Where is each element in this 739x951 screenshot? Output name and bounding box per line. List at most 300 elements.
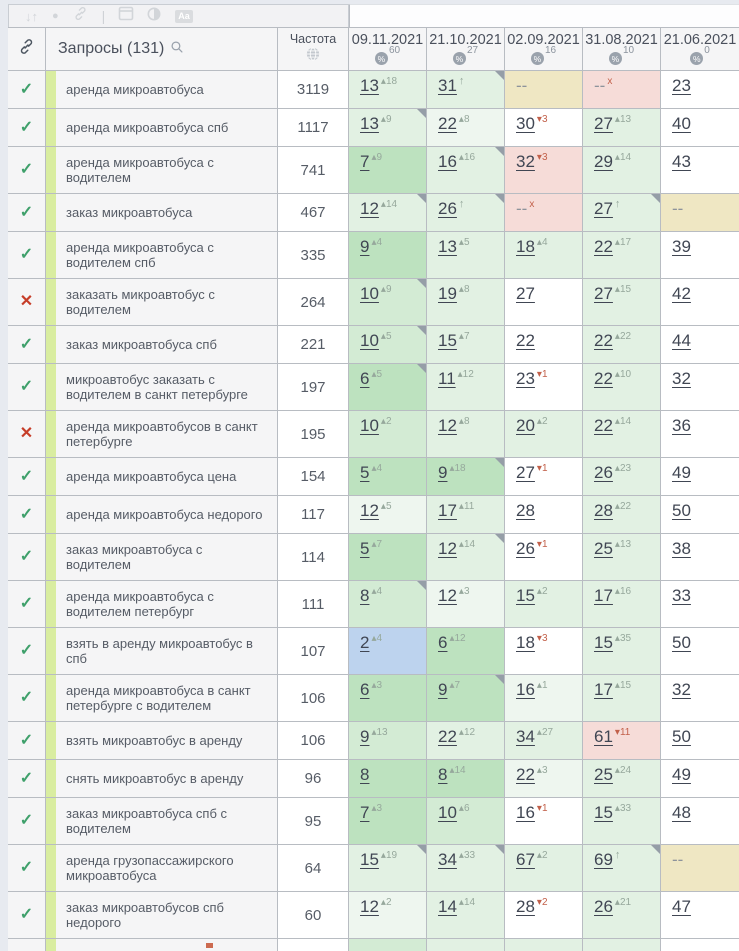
status-cell[interactable] — [8, 496, 46, 533]
status-cell[interactable] — [8, 722, 46, 759]
status-cell[interactable] — [8, 279, 46, 325]
position-cell[interactable] — [505, 534, 583, 580]
position-value[interactable]: 22 — [594, 237, 613, 256]
position-cell[interactable] — [661, 581, 739, 627]
header-frequency[interactable] — [278, 28, 349, 70]
position-cell[interactable] — [349, 232, 427, 278]
position-cell[interactable] — [349, 279, 427, 325]
position-value[interactable]: 8 — [360, 586, 370, 605]
position-cell[interactable] — [427, 675, 505, 721]
position-value[interactable]: 61 — [594, 727, 613, 746]
position-cell[interactable] — [583, 458, 661, 495]
position-cell[interactable] — [505, 411, 583, 457]
x-icon[interactable]: ✕ — [19, 293, 34, 310]
position-cell[interactable] — [661, 411, 739, 457]
panel-icon[interactable] — [119, 7, 133, 25]
position-value[interactable]: 44 — [672, 331, 691, 350]
status-cell[interactable] — [8, 232, 46, 278]
position-value[interactable]: 26 — [594, 463, 613, 482]
position-cell[interactable] — [661, 675, 739, 721]
position-value[interactable]: 18 — [516, 633, 535, 652]
position-cell[interactable] — [583, 194, 661, 231]
position-cell[interactable] — [661, 71, 739, 108]
position-value[interactable]: 22 — [516, 331, 535, 350]
position-value[interactable]: 22 — [438, 727, 457, 746]
position-cell[interactable] — [583, 496, 661, 533]
position-cell[interactable] — [505, 458, 583, 495]
header-link-cell[interactable] — [8, 28, 46, 70]
position-value[interactable]: 28 — [516, 897, 535, 916]
status-cell[interactable] — [8, 675, 46, 721]
position-cell[interactable] — [661, 496, 739, 533]
position-cell[interactable] — [349, 722, 427, 759]
position-cell[interactable] — [505, 279, 583, 325]
table-row[interactable] — [8, 232, 739, 279]
query-cell[interactable] — [46, 147, 278, 193]
position-value[interactable]: 27 — [516, 463, 535, 482]
position-value[interactable]: 48 — [672, 803, 691, 822]
position-value[interactable]: -- — [516, 76, 528, 95]
query-cell[interactable] — [46, 109, 278, 146]
check-icon[interactable]: ✓ — [19, 595, 34, 612]
position-value[interactable]: 7 — [360, 803, 370, 822]
position-value[interactable]: 49 — [672, 765, 691, 784]
position-cell[interactable] — [349, 411, 427, 457]
table-row[interactable] — [8, 109, 739, 147]
position-cell[interactable] — [349, 628, 427, 674]
position-value[interactable]: 33 — [672, 586, 691, 605]
position-value[interactable]: 26 — [438, 199, 457, 218]
status-cell[interactable] — [8, 534, 46, 580]
position-value[interactable]: 15 — [594, 803, 613, 822]
position-value[interactable]: 38 — [672, 539, 691, 558]
position-cell[interactable] — [349, 581, 427, 627]
position-value[interactable]: 29 — [594, 152, 613, 171]
table-row[interactable] — [8, 279, 739, 326]
position-cell[interactable] — [505, 71, 583, 108]
position-value[interactable]: 14 — [438, 897, 457, 916]
position-value[interactable]: 16 — [438, 152, 457, 171]
position-value[interactable]: 9 — [360, 727, 370, 746]
position-value[interactable]: 12 — [360, 897, 379, 916]
position-cell[interactable] — [505, 109, 583, 146]
position-value[interactable]: 36 — [672, 416, 691, 435]
position-value[interactable]: 22 — [594, 369, 613, 388]
position-cell[interactable] — [349, 194, 427, 231]
position-value[interactable]: 9 — [438, 680, 448, 699]
position-cell[interactable] — [583, 326, 661, 363]
position-value[interactable]: 25 — [594, 539, 613, 558]
position-cell[interactable] — [661, 722, 739, 759]
header-date-column[interactable] — [505, 28, 583, 70]
query-cell[interactable] — [46, 675, 278, 721]
position-value[interactable]: 27 — [594, 114, 613, 133]
position-value[interactable]: 10 — [438, 803, 457, 822]
table-row[interactable] — [8, 581, 739, 628]
position-cell[interactable] — [349, 534, 427, 580]
position-cell[interactable] — [427, 71, 505, 108]
position-value[interactable]: -- — [594, 76, 606, 95]
position-value[interactable]: 28 — [516, 501, 535, 520]
position-value[interactable]: 49 — [672, 463, 691, 482]
position-value[interactable]: 27 — [594, 199, 613, 218]
query-cell[interactable] — [46, 760, 278, 797]
position-value[interactable]: 2 — [360, 633, 370, 652]
query-cell[interactable] — [46, 722, 278, 759]
table-row[interactable] — [8, 326, 739, 364]
status-cell[interactable] — [8, 798, 46, 844]
position-value[interactable]: 23 — [516, 369, 535, 388]
position-value[interactable]: 15 — [438, 331, 457, 350]
position-value[interactable]: 11 — [438, 369, 456, 388]
search-icon[interactable] — [170, 40, 184, 59]
position-cell[interactable] — [505, 147, 583, 193]
check-icon[interactable]: ✓ — [19, 859, 34, 876]
table-row[interactable] — [8, 892, 739, 939]
header-date-column[interactable] — [349, 28, 427, 70]
sort-icon[interactable]: ↓↑ — [25, 8, 38, 24]
query-cell[interactable] — [46, 892, 278, 938]
position-cell[interactable] — [427, 798, 505, 844]
position-value[interactable]: 18 — [516, 237, 535, 256]
position-value[interactable]: -- — [516, 199, 528, 218]
check-icon[interactable]: ✓ — [19, 642, 34, 659]
position-cell[interactable] — [427, 326, 505, 363]
table-row[interactable] — [8, 628, 739, 675]
position-value[interactable]: 17 — [438, 501, 457, 520]
position-cell[interactable] — [349, 798, 427, 844]
status-cell[interactable] — [8, 147, 46, 193]
status-cell[interactable] — [8, 458, 46, 495]
position-value[interactable]: 50 — [672, 727, 691, 746]
position-cell[interactable] — [583, 147, 661, 193]
position-value[interactable]: 39 — [672, 237, 691, 256]
position-value[interactable]: 22 — [516, 765, 535, 784]
status-cell[interactable] — [8, 194, 46, 231]
position-cell[interactable] — [661, 109, 739, 146]
position-cell[interactable] — [583, 892, 661, 938]
position-cell[interactable] — [427, 279, 505, 325]
position-cell[interactable] — [505, 496, 583, 533]
position-cell[interactable] — [505, 892, 583, 938]
position-gain-delta: ▴3 — [458, 586, 470, 597]
position-value[interactable]: 17 — [594, 586, 613, 605]
position-cell[interactable] — [505, 232, 583, 278]
position-value[interactable]: 40 — [672, 114, 691, 133]
position-value[interactable]: 42 — [672, 284, 691, 303]
check-icon[interactable]: ✓ — [19, 335, 34, 353]
position-cell[interactable] — [505, 326, 583, 363]
position-cell[interactable] — [349, 326, 427, 363]
position-value[interactable]: 31 — [438, 76, 457, 95]
position-value[interactable]: 32 — [672, 680, 691, 699]
position-value[interactable]: 15 — [594, 633, 613, 652]
position-cell[interactable] — [505, 798, 583, 844]
check-icon[interactable]: ✓ — [19, 769, 34, 787]
header-date-column[interactable] — [661, 28, 739, 70]
query-cell[interactable] — [46, 364, 278, 410]
position-value[interactable]: 13 — [360, 76, 379, 95]
position-value[interactable]: 22 — [594, 416, 613, 435]
check-icon[interactable]: ✓ — [19, 731, 34, 749]
position-cell[interactable] — [583, 798, 661, 844]
position-value[interactable]: 25 — [594, 765, 613, 784]
header-date-column[interactable] — [583, 28, 661, 70]
position-cell[interactable] — [505, 364, 583, 410]
position-value[interactable]: 12 — [438, 416, 457, 435]
position-value[interactable]: 67 — [516, 850, 535, 869]
check-icon[interactable]: ✓ — [19, 203, 34, 221]
check-icon[interactable]: ✓ — [19, 246, 34, 263]
position-value[interactable]: 34 — [438, 850, 457, 869]
position-value[interactable]: 12 — [360, 501, 379, 520]
position-cell[interactable] — [583, 411, 661, 457]
frequency-cell: 60 — [278, 892, 349, 938]
position-cell[interactable] — [349, 496, 427, 533]
status-cell[interactable] — [8, 845, 46, 891]
position-cell[interactable] — [427, 534, 505, 580]
position-cell[interactable] — [583, 675, 661, 721]
position-cell[interactable] — [427, 147, 505, 193]
position-cell[interactable] — [427, 194, 505, 231]
position-cell[interactable] — [583, 760, 661, 797]
position-cell[interactable] — [505, 581, 583, 627]
position-value[interactable]: -- — [672, 199, 684, 218]
table-row[interactable] — [8, 411, 739, 458]
position-cell[interactable] — [505, 194, 583, 231]
position-cell[interactable] — [349, 845, 427, 891]
position-cell[interactable] — [349, 147, 427, 193]
position-cell[interactable] — [583, 722, 661, 759]
position-cell[interactable] — [349, 109, 427, 146]
position-cell[interactable] — [427, 845, 505, 891]
position-value[interactable]: 5 — [360, 539, 370, 558]
position-cell[interactable] — [583, 364, 661, 410]
position-cell[interactable] — [583, 581, 661, 627]
position-value[interactable]: 28 — [594, 501, 613, 520]
position-value[interactable]: 34 — [516, 727, 535, 746]
position-value[interactable]: 7 — [360, 152, 370, 171]
table-row[interactable] — [8, 458, 739, 496]
position-cell[interactable] — [583, 279, 661, 325]
position-value[interactable]: 15 — [516, 586, 535, 605]
position-cell[interactable] — [427, 232, 505, 278]
position-cell[interactable] — [583, 845, 661, 891]
font-case-icon[interactable]: Aa — [175, 10, 193, 23]
globe-icon[interactable] — [306, 47, 320, 66]
position-cell[interactable] — [505, 760, 583, 797]
position-value[interactable]: 22 — [438, 114, 457, 133]
table-row[interactable] — [8, 71, 739, 109]
position-value[interactable]: 12 — [438, 586, 457, 605]
position-cell[interactable] — [427, 458, 505, 495]
position-cell[interactable] — [583, 628, 661, 674]
check-icon[interactable]: ✓ — [19, 378, 34, 395]
position-value[interactable]: -- — [672, 850, 684, 869]
position-cell[interactable] — [349, 892, 427, 938]
position-cell[interactable] — [427, 892, 505, 938]
table-row[interactable] — [8, 534, 739, 581]
position-cell[interactable] — [661, 760, 739, 797]
query-cell[interactable] — [46, 326, 278, 363]
check-icon[interactable]: ✓ — [19, 505, 34, 523]
position-cell[interactable] — [349, 458, 427, 495]
position-value[interactable]: 22 — [594, 331, 613, 350]
position-cell[interactable] — [661, 845, 739, 891]
position-value[interactable]: 47 — [672, 897, 691, 916]
position-cell[interactable] — [661, 364, 739, 410]
table-row[interactable] — [8, 845, 739, 892]
link-icon[interactable] — [73, 6, 88, 26]
position-cell[interactable] — [427, 628, 505, 674]
position-value[interactable]: 27 — [516, 284, 535, 303]
position-value[interactable]: 12 — [360, 199, 379, 218]
position-value[interactable]: 32 — [516, 152, 535, 171]
position-cell[interactable] — [349, 675, 427, 721]
position-cell[interactable] — [427, 109, 505, 146]
query-cell[interactable] — [46, 496, 278, 533]
table-row[interactable] — [8, 798, 739, 845]
position-cell[interactable] — [583, 109, 661, 146]
position-value[interactable]: 9 — [360, 237, 370, 256]
position-cell[interactable] — [661, 279, 739, 325]
status-cell[interactable] — [8, 364, 46, 410]
check-icon[interactable]: ✓ — [19, 118, 34, 136]
record-icon[interactable]: ● — [52, 9, 59, 22]
position-cell[interactable] — [661, 628, 739, 674]
status-cell[interactable] — [8, 760, 46, 797]
position-cell[interactable] — [427, 581, 505, 627]
position-value[interactable]: 6 — [360, 369, 370, 388]
table-row[interactable] — [8, 760, 739, 798]
query-cell[interactable] — [46, 71, 278, 108]
position-cell[interactable] — [505, 845, 583, 891]
position-value[interactable]: 10 — [360, 284, 379, 303]
position-value[interactable]: 43 — [672, 152, 691, 171]
check-icon[interactable]: ✓ — [19, 161, 34, 178]
position-cell[interactable] — [427, 722, 505, 759]
x-icon[interactable]: ✕ — [19, 425, 34, 442]
position-value[interactable]: 27 — [594, 284, 613, 303]
position-cell[interactable] — [661, 326, 739, 363]
position-cell[interactable] — [661, 892, 739, 938]
position-value[interactable]: 13 — [438, 237, 457, 256]
position-value[interactable]: 13 — [360, 114, 379, 133]
query-cell[interactable] — [46, 194, 278, 231]
query-cell[interactable] — [46, 232, 278, 278]
status-cell[interactable] — [8, 326, 46, 363]
position-value[interactable]: 50 — [672, 633, 691, 652]
chain-link-icon[interactable] — [18, 38, 35, 60]
table-row[interactable] — [8, 147, 739, 194]
position-value[interactable]: 15 — [360, 850, 379, 869]
status-cell[interactable] — [8, 892, 46, 938]
check-icon[interactable]: ✓ — [19, 548, 34, 565]
check-icon[interactable]: ✓ — [19, 812, 34, 829]
position-cell[interactable] — [427, 411, 505, 457]
query-cell[interactable] — [46, 458, 278, 495]
table-row[interactable] — [8, 722, 739, 760]
position-value[interactable]: 23 — [672, 76, 691, 95]
contrast-icon[interactable] — [147, 7, 161, 26]
position-value[interactable]: 30 — [516, 114, 535, 133]
position-cell[interactable] — [661, 194, 739, 231]
position-cell[interactable] — [349, 364, 427, 410]
query-text: аренда микроавтобуса с водителем спб — [66, 240, 214, 270]
position-value[interactable]: 16 — [516, 680, 535, 699]
position-cell[interactable] — [349, 760, 427, 797]
query-cell[interactable] — [46, 534, 278, 580]
position-value[interactable]: 20 — [516, 416, 535, 435]
position-cell[interactable] — [583, 534, 661, 580]
position-cell[interactable] — [349, 71, 427, 108]
position-value[interactable]: 6 — [360, 680, 370, 699]
check-icon[interactable]: ✓ — [19, 80, 34, 98]
position-cell[interactable] — [427, 760, 505, 797]
table-row[interactable] — [8, 496, 739, 534]
status-cell[interactable] — [8, 628, 46, 674]
position-value[interactable]: 5 — [360, 463, 370, 482]
query-cell[interactable] — [46, 845, 278, 891]
position-value[interactable]: 19 — [438, 284, 457, 303]
position-value[interactable]: 9 — [438, 463, 448, 482]
position-value[interactable]: 32 — [672, 369, 691, 388]
position-cell[interactable] — [661, 534, 739, 580]
check-icon[interactable]: ✓ — [19, 467, 34, 485]
position-cell[interactable] — [427, 496, 505, 533]
position-cell[interactable] — [583, 232, 661, 278]
query-cell[interactable] — [46, 279, 278, 325]
position-cell[interactable] — [505, 722, 583, 759]
header-queries[interactable] — [46, 28, 278, 70]
query-cell[interactable] — [46, 798, 278, 844]
position-cell[interactable] — [661, 232, 739, 278]
table-row[interactable] — [8, 194, 739, 232]
status-cell[interactable] — [8, 411, 46, 457]
position-value[interactable]: 17 — [594, 680, 613, 699]
header-date-column[interactable] — [427, 28, 505, 70]
position-value[interactable]: 50 — [672, 501, 691, 520]
position-value[interactable]: 12 — [438, 539, 457, 558]
position-value[interactable]: 10 — [360, 416, 379, 435]
status-cell[interactable] — [8, 109, 46, 146]
check-icon[interactable]: ✓ — [19, 906, 34, 923]
query-cell[interactable] — [46, 628, 278, 674]
position-cell[interactable] — [661, 798, 739, 844]
status-cell[interactable] — [8, 581, 46, 627]
position-value[interactable]: 8 — [360, 765, 370, 784]
position-cell[interactable] — [661, 147, 739, 193]
position-cell[interactable] — [505, 628, 583, 674]
position-value[interactable]: 26 — [516, 539, 535, 558]
table-row[interactable] — [8, 364, 739, 411]
query-cell[interactable] — [46, 411, 278, 457]
position-value[interactable]: 6 — [438, 633, 448, 652]
position-value[interactable]: 10 — [360, 331, 379, 350]
position-cell[interactable] — [661, 458, 739, 495]
position-value[interactable]: 26 — [594, 897, 613, 916]
position-value[interactable]: 16 — [516, 803, 535, 822]
status-cell[interactable] — [8, 71, 46, 108]
position-value[interactable]: 8 — [438, 765, 448, 784]
position-value[interactable]: 69 — [594, 850, 613, 869]
check-icon[interactable]: ✓ — [19, 689, 34, 706]
table-row[interactable] — [8, 675, 739, 722]
position-cell[interactable] — [505, 675, 583, 721]
position-cell[interactable] — [583, 71, 661, 108]
position-cell[interactable] — [427, 364, 505, 410]
query-cell[interactable] — [46, 581, 278, 627]
